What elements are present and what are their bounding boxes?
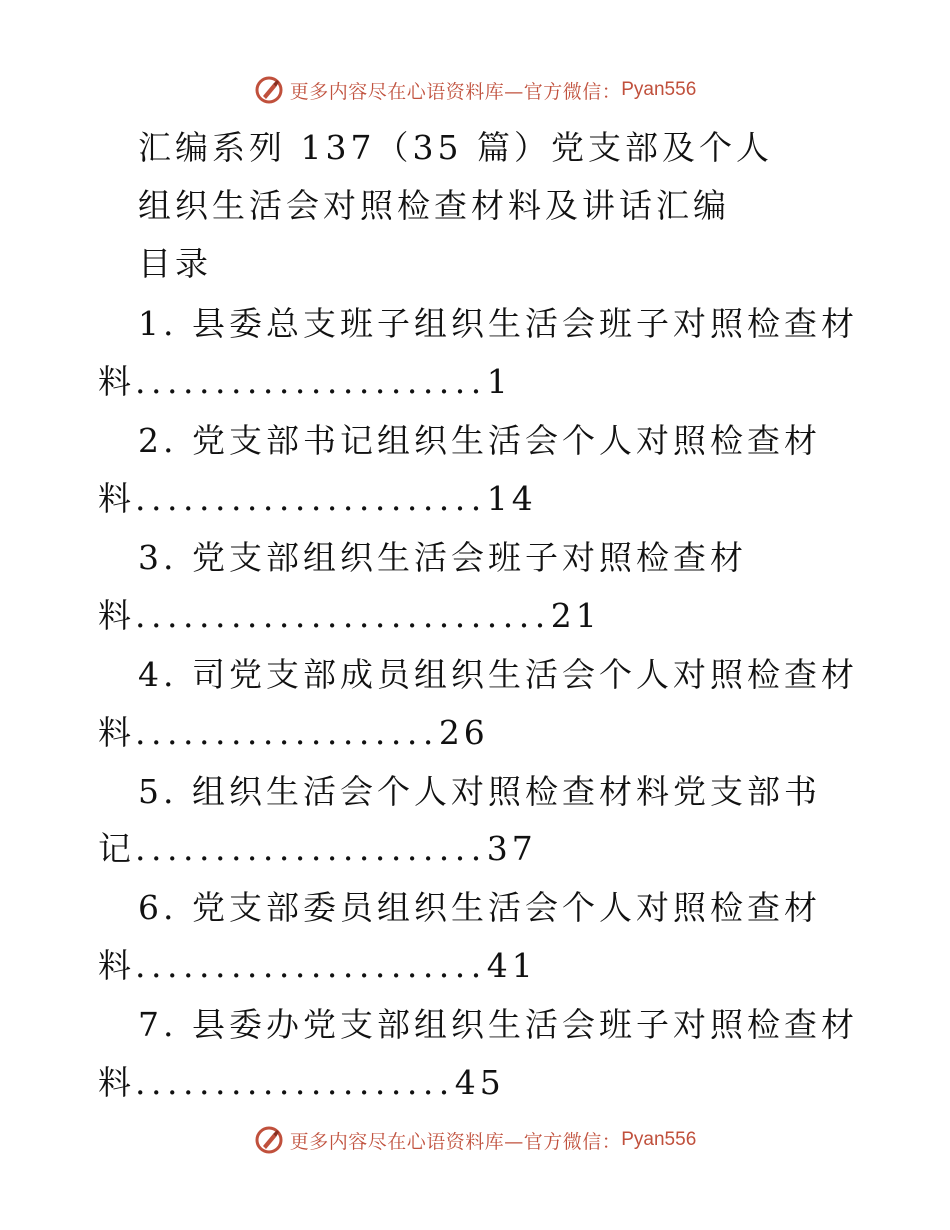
toc-entry-7[interactable] <box>138 1005 858 1045</box>
toc-page-number: 1 <box>486 362 512 401</box>
toc-entry-title-end: 料 <box>98 1063 135 1102</box>
toc-leader-dots: ...................... <box>135 362 487 401</box>
toc-entry-title: 县委办党支部组织生活会班子对照检查材 <box>192 1005 858 1044</box>
toc-entry-5[interactable] <box>138 772 821 812</box>
toc-entry-5-continuation[interactable] <box>98 829 537 869</box>
toc-page-number: 45 <box>454 1063 505 1102</box>
toc-entry-number: 2. <box>138 421 178 460</box>
toc-leader-dots: ...................... <box>135 479 487 518</box>
toc-entry-number: 3. <box>138 538 178 577</box>
document-title-line1: 汇编系列 137（35 篇）党支部及个人 <box>138 128 773 167</box>
banner-text: 更多内容尽在心语资料库—官方微信： <box>289 1130 622 1153</box>
toc-entry-title-end: 记 <box>98 829 135 868</box>
toc-entry-2-continuation[interactable] <box>98 479 537 519</box>
toc-entry-3[interactable] <box>138 538 747 578</box>
toc-entry-number: 4. <box>138 655 178 694</box>
footer-banner <box>0 1120 950 1160</box>
toc-entry-title: 党支部委员组织生活会个人对照检查材 <box>192 888 821 927</box>
toc-entry-number: 5. <box>138 772 178 811</box>
toc-entry-2[interactable] <box>138 421 821 461</box>
toc-entry-title: 组织生活会个人对照检查材料党支部书 <box>192 772 821 811</box>
toc-page-number: 14 <box>486 479 537 518</box>
toc-entry-7-continuation[interactable] <box>98 1063 505 1103</box>
toc-page-number: 41 <box>486 946 537 985</box>
toc-entry-1-continuation[interactable] <box>98 362 512 402</box>
toc-entry-1[interactable] <box>138 304 858 344</box>
document-title-line2: 组织生活会对照检查材料及讲话汇编 <box>138 186 730 225</box>
toc-entry-4-continuation[interactable] <box>98 713 489 753</box>
toc-entry-4[interactable] <box>138 655 858 695</box>
toc-leader-dots: ................... <box>135 713 439 752</box>
toc-entry-title-end: 料 <box>98 362 135 401</box>
toc-entry-title: 党支部组织生活会班子对照检查材 <box>192 538 747 577</box>
banner-wechat-id: Pyan556 <box>621 79 697 100</box>
toc-entry-3-continuation[interactable] <box>98 596 601 636</box>
toc-page-number: 26 <box>438 713 489 752</box>
toc-page-number: 21 <box>550 596 601 635</box>
header-banner <box>0 70 950 110</box>
toc-entry-6-continuation[interactable] <box>98 946 537 986</box>
banner-wechat-id: Pyan556 <box>621 1129 697 1150</box>
toc-entry-title: 党支部书记组织生活会个人对照检查材 <box>192 421 821 460</box>
toc-entry-title: 县委总支班子组织生活会班子对照检查材 <box>192 304 858 343</box>
pen-logo-icon <box>254 1125 284 1155</box>
toc-entry-number: 6. <box>138 888 178 927</box>
toc-entry-title-end: 料 <box>98 596 135 635</box>
toc-entry-6[interactable] <box>138 888 821 928</box>
toc-entry-number: 7. <box>138 1005 178 1044</box>
banner-text: 更多内容尽在心语资料库—官方微信： <box>289 80 622 103</box>
toc-entry-number: 1. <box>138 304 178 343</box>
toc-leader-dots: ...................... <box>135 946 487 985</box>
toc-entry-title: 司党支部成员组织生活会个人对照检查材 <box>192 655 858 694</box>
toc-heading: 目录 <box>138 244 212 283</box>
toc-leader-dots: .......................... <box>135 596 551 635</box>
toc-leader-dots: ...................... <box>135 829 487 868</box>
pen-logo-icon <box>254 75 284 105</box>
toc-entry-title-end: 料 <box>98 713 135 752</box>
toc-page-number: 37 <box>486 829 537 868</box>
toc-leader-dots: .................... <box>135 1063 455 1102</box>
toc-entry-title-end: 料 <box>98 479 135 518</box>
toc-entry-title-end: 料 <box>98 946 135 985</box>
